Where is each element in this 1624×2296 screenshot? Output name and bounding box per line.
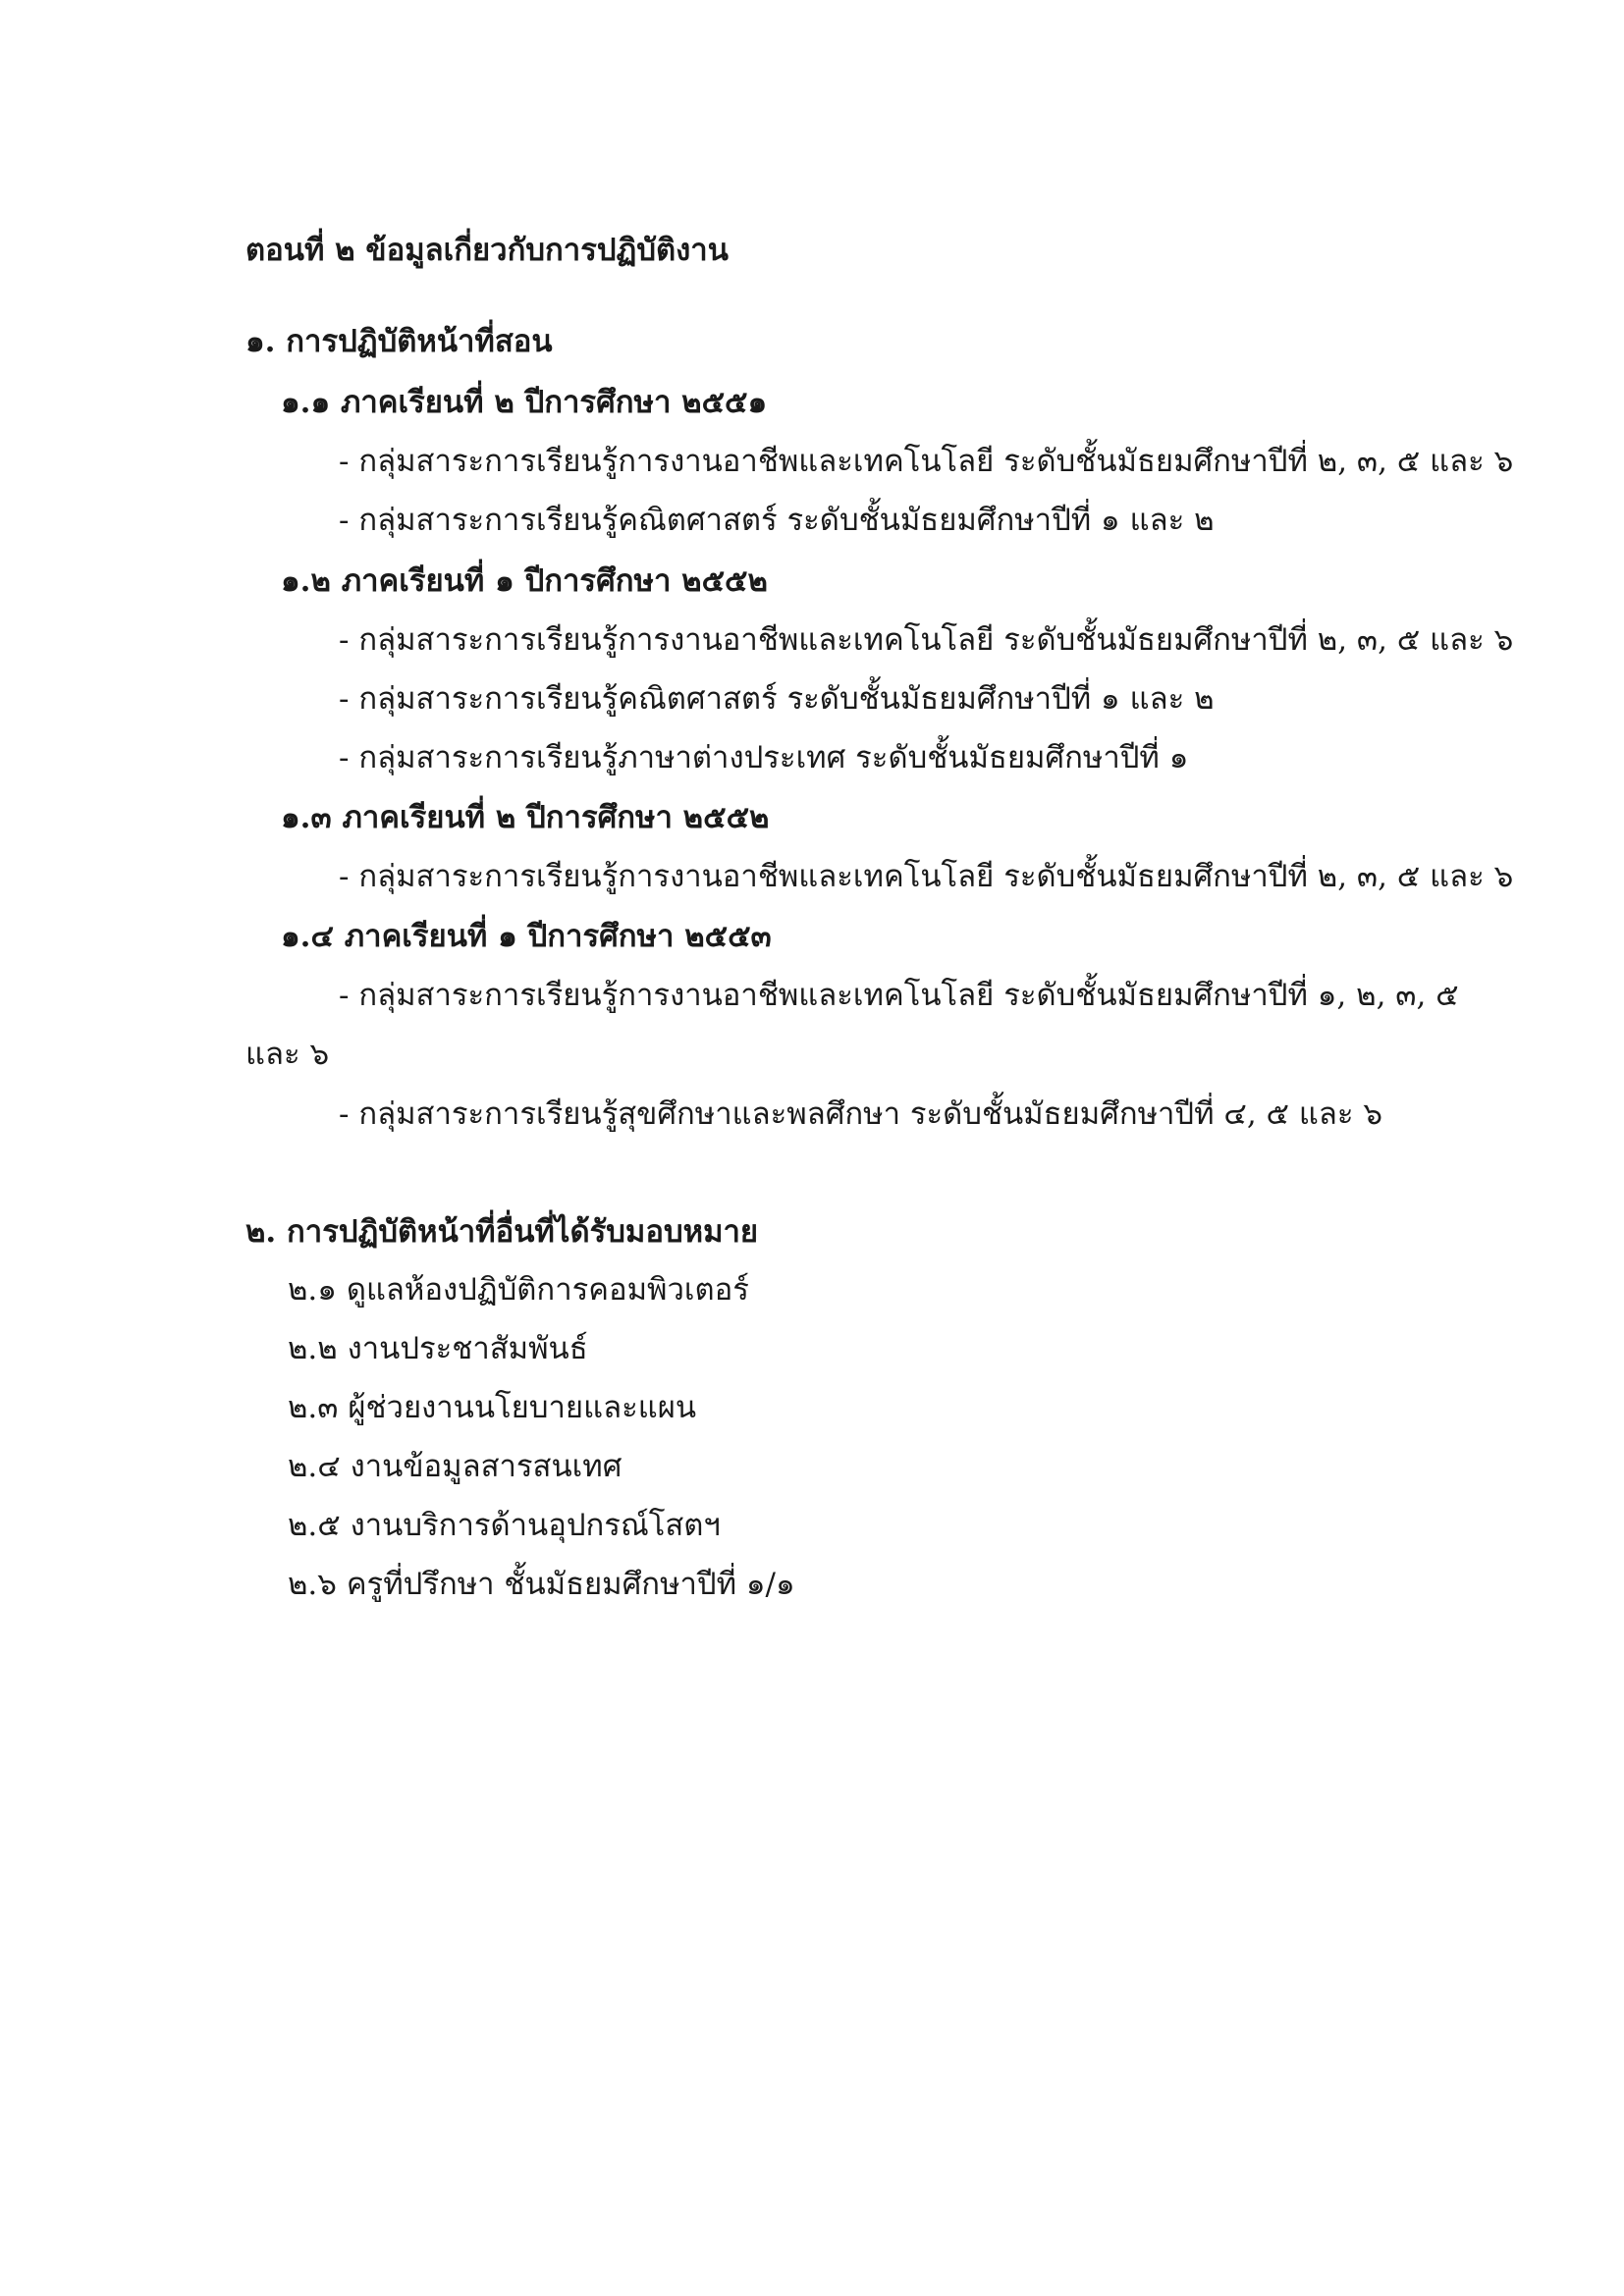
term-1-4-item-1-continuation: และ ๖ bbox=[245, 1037, 330, 1072]
term-1-2-item-1: - กลุ่มสาระการเรียนรู้การงานอาชีพและเทคโนโลยี ระดับชั้นมัธยมศึกษาปีที่ ๒, ๓, ๕ และ ๖ bbox=[339, 622, 1514, 658]
term-1-4-item-2: - กลุ่มสาระการเรียนรู้สุขศึกษาและพลศึกษา ระดับชั้นมัธยมศึกษาปีที่ ๔, ๕ และ ๖ bbox=[339, 1096, 1383, 1132]
duty-item: ๒.๓ ผู้ช่วยงานนโยบายและแผน bbox=[288, 1390, 697, 1425]
term-1-2-item-2: - กลุ่มสาระการเรียนรู้คณิตศาสตร์ ระดับชั้นมัธยมศึกษาปีที่ ๑ และ ๒ bbox=[339, 681, 1215, 717]
term-1-1-item-2: - กลุ่มสาระการเรียนรู้คณิตศาสตร์ ระดับชั้นมัธยมศึกษาปีที่ ๑ และ ๒ bbox=[339, 503, 1215, 538]
duty-item: ๒.๑ ดูแลห้องปฏิบัติการคอมพิวเตอร์ bbox=[288, 1272, 749, 1308]
term-1-4-heading: ๑.๔ ภาคเรียนที่ ๑ ปีการศึกษา ๒๕๕๓ bbox=[281, 919, 772, 954]
page-title: ตอนที่ ๒ ข้อมูลเกี่ยวกับการปฏิบัติงาน bbox=[245, 233, 729, 268]
term-1-4-item-1: - กลุ่มสาระการเรียนรู้การงานอาชีพและเทคโนโลยี ระดับชั้นมัธยมศึกษาปีที่ ๑, ๒, ๓, ๕ bbox=[339, 978, 1459, 1013]
term-1-2-item-3: - กลุ่มสาระการเรียนรู้ภาษาต่างประเทศ ระดับชั้นมัธยมศึกษาปีที่ ๑ bbox=[339, 740, 1189, 775]
duty-item: ๒.๒ งานประชาสัมพันธ์ bbox=[288, 1331, 588, 1366]
section-2-heading: ๒. การปฏิบัติหน้าที่อื่นที่ได้รับมอบหมาย bbox=[245, 1214, 759, 1250]
term-1-3-item-1: - กลุ่มสาระการเรียนรู้การงานอาชีพและเทคโนโลยี ระดับชั้นมัธยมศึกษาปีที่ ๒, ๓, ๕ และ ๖ bbox=[339, 859, 1514, 894]
term-1-3-heading: ๑.๓ ภาคเรียนที่ ๒ ปีการศึกษา ๒๕๕๒ bbox=[281, 800, 770, 835]
term-1-1-item-1: - กลุ่มสาระการเรียนรู้การงานอาชีพและเทคโนโลยี ระดับชั้นมัธยมศึกษาปีที่ ๒, ๓, ๕ และ ๖ bbox=[339, 444, 1514, 479]
duty-item: ๒.๖ ครูที่ปรึกษา ชั้นมัธยมศึกษาปีที่ ๑/๑ bbox=[288, 1567, 795, 1602]
term-1-1-heading: ๑.๑ ภาคเรียนที่ ๒ ปีการศึกษา ๒๕๕๑ bbox=[281, 385, 768, 420]
section-1-heading: ๑. การปฏิบัติหน้าที่สอน bbox=[245, 324, 553, 359]
duty-item: ๒.๔ งานข้อมูลสารสนเทศ bbox=[288, 1449, 623, 1484]
duty-item: ๒.๕ งานบริการด้านอุปกรณ์โสตฯ bbox=[288, 1508, 721, 1543]
term-1-2-heading: ๑.๒ ภาคเรียนที่ ๑ ปีการศึกษา ๒๕๕๒ bbox=[281, 563, 768, 599]
